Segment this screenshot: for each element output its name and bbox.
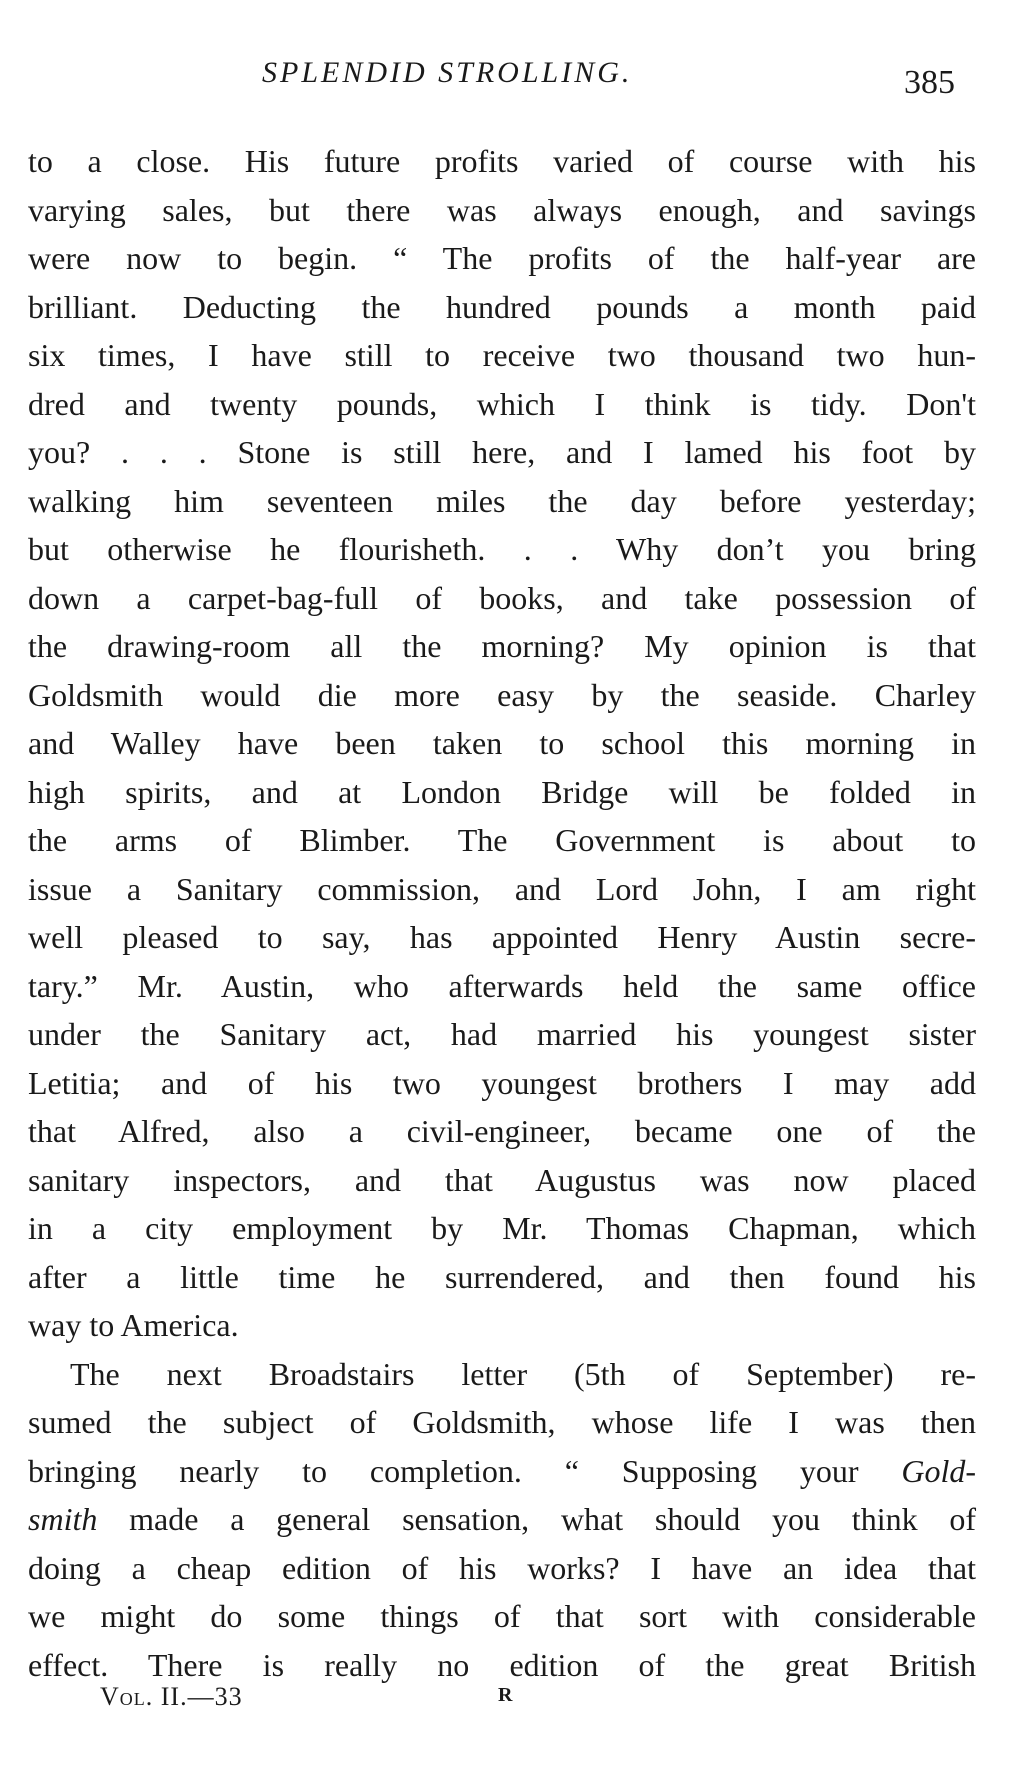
text-line: well pleased to say, has appointed Henry Austin secre- [28, 919, 976, 955]
text-line: after a little time he surrendered, and then found his [28, 1258, 976, 1295]
text-line: Goldsmith would die more easy by the seaside. Charley [28, 676, 976, 713]
text-line [28, 1447, 976, 1496]
signature-mark: R [498, 1684, 513, 1706]
text-line: the drawing-room all the morning? My opinion is that [28, 628, 976, 664]
text-line: down a carpet-bag-full of books, and take possession of [28, 579, 976, 616]
text-segment: made a general sensation, what should you think of [129, 1501, 977, 1537]
text-line: but otherwise he flourisheth. . . Why don’t you bring [28, 531, 976, 567]
text-line: walking him seventeen miles the day before yesterday; [28, 482, 976, 519]
text-line: issue a Sanitary commission, and Lord John, I am right [28, 870, 976, 907]
text-line: six times, I have still to receive two thousand two hun- [28, 337, 976, 373]
text-line: you? . . . Stone is still here, and I lamed his foot by [28, 434, 976, 470]
italic-title-smith: smith [28, 1501, 98, 1537]
text-line: high spirits, and at London Bridge will be folded in [28, 773, 976, 810]
text-line: Letitia; and of his two youngest brothers I may add [28, 1064, 976, 1101]
paragraph-start-line: The next Broadstairs letter (5th of September) re- [70, 1355, 976, 1392]
text-line [28, 1495, 976, 1544]
text-line: dred and twenty pounds, which I think is tidy. Don't [28, 385, 976, 422]
text-line: to a close. His future profits varied of course with his [28, 143, 976, 179]
italic-title-gold: Gold- [901, 1452, 976, 1489]
page-footer [0, 1682, 1034, 1722]
text-line: in a city employment by Mr. Thomas Chapman, which [28, 1210, 976, 1246]
text-line: we might do some things of that sort with considerable [28, 1598, 976, 1634]
text-line: doing a cheap edition of his works? I have an idea that [28, 1549, 976, 1586]
paragraph-end-line: way to America. [28, 1307, 239, 1343]
text-segment: bringing nearly to completion. “ Supposing your [28, 1452, 902, 1489]
body-text [28, 137, 976, 1689]
text-line: were now to begin. “ The profits of the half-year are [28, 240, 976, 276]
text-line: that Alfred, also a civil-engineer, became one of the [28, 1113, 976, 1149]
text-line: brilliant. Deducting the hundred pounds a month paid [28, 288, 976, 325]
volume-mark: Vol. II.—33 [100, 1682, 243, 1711]
text-line: sumed the subject of Goldsmith, whose life I was then [28, 1404, 976, 1440]
page-number: 385 [904, 64, 955, 101]
running-head [0, 52, 1034, 100]
text-line: under the Sanitary act, had married his youngest sister [28, 1016, 976, 1052]
text-line: and Walley have been taken to school this morning in [28, 725, 976, 761]
text-line: effect. There is really no edition of the great British [28, 1646, 976, 1683]
running-title: SPLENDID STROLLING. [262, 56, 633, 89]
text-line: tary.” Mr. Austin, who afterwards held the same office [28, 967, 976, 1004]
text-line: varying sales, but there was always enough, and savings [28, 191, 976, 228]
text-line: the arms of Blimber. The Government is about to [28, 822, 976, 858]
text-line: sanitary inspectors, and that Augustus was now placed [28, 1161, 976, 1198]
